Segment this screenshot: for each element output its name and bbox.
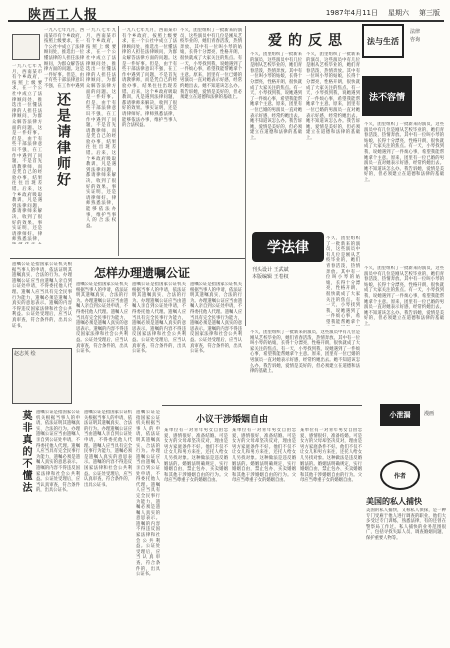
- badge-leak: 小泄漏: [380, 404, 420, 426]
- learn-law-editor: 本版编辑 王卷权: [252, 274, 289, 280]
- notary-body-c: 遗嘱公证是指国家公证机关根据当事人的申请，依法证明其遗嘱真实、合法的行为。办理遗嘱公证应当由遗嘱人亲自到公证处申请，不得委托他人代理。遗嘱人应当具有完全民事行为能力，遗嘱必须是遗嘱人真实的意思表示。遗嘱的内容不得违反国家法律和社会公共利益。公证处受理后，应当认真审查，符合条件的，出具公证书。: [190, 282, 242, 355]
- masthead-title: 陕西工人报: [28, 8, 99, 23]
- detective-emblem: 作者: [380, 460, 420, 490]
- reflect-body-b: 不久，团里组织了一批新来的演员，这些演员中有几位是刚从艺校毕业的，她们青春活泼，热情奔放。其中有一位叫小琴的姑娘，长得十分漂亮，性格开朗，很快就成了大家关注的焦点。有一天，小琴找到我，说她遇到了一件烦心事，希望我能帮她拿个主意。原来，团里有一位已婚的男演员一直对她表示好感，经常约她出去。她不知道该怎么办。我告诉她，爱情是美好的，但必须建立在道德和法律的基础上。: [306, 52, 360, 141]
- left-bottom-body-c: 遗嘱公证是指国家公证机关根据当事人的申请，依法证明其遗嘱真实、合法的行为。办理遗嘱公证应当由遗嘱人亲自到公证处申请，不得委托他人代理。遗嘱人应当具有完全民事行为能力，遗嘱必须是遗嘱人真实的意思表示。遗嘱的内容不得违反国家法律和社会公共利益。公证处受理后，应当认真审查，符合条件的，出具公证书。: [136, 410, 160, 578]
- divider: [245, 26, 246, 326]
- middle-body-b: 不久，团里组织了一批新来的演员，这些演员中有几位是刚从艺校毕业的，她们青春活泼，热情奔放。其中有一位叫小琴的姑娘，长得十分漂亮，性格开朗，很快就成了大家关注的焦点。有一天，小琴找到我，说她遇到了一件烦心事，希望我能帮她拿个主意。原来，团里有一位已婚的男演员一直对她表示好感，经常约她出去。她不知道该怎么办。我告诉她，爱情是美好的，但必须建立在道德和法律的基础上。: [180, 28, 242, 101]
- youth-body-b: 某单位有一对青年男女自由恋爱，感情很好，准备结婚。可是女方的父母却坚决反对，理由是男方家庭条件不好。他们不仅不让女儿和男方来往，还托人给女儿另找对象。这种做法是违反婚姻法的。婚姻法明确规定，实行婚姻自由，禁止包办、买卖婚姻和其他干涉婚姻自由的行为。父母应当尊重子女的婚姻自由。: [232, 428, 296, 484]
- masthead-info: [326, 8, 440, 18]
- notary-title: 怎样办理遗嘱公证: [94, 266, 191, 280]
- reflect-title: 爱的反思: [268, 33, 348, 49]
- divider: [118, 26, 119, 256]
- cartoon-label: 赵志英 绘: [14, 351, 36, 357]
- seal-no-mercy: 法不容情: [362, 76, 412, 116]
- private-body: 美国的私人捕快，又称私人侦探，是一种专门受雇于他人进行调查的职业。他们大多受过专门训练，熟悉法律，有的还曾在警察局工作过。私人捕快的业务范围很广，包括寻找失踪人员、调查婚姻问题、保护重要人物等。: [366, 508, 446, 541]
- right-mid-body: 不久，团里组织了一批新来的演员，这些演员中有几位是刚从艺校毕业的，她们青春活泼，热情奔放。其中有一位叫小琴的姑娘，长得十分漂亮，性格开朗，很快就成了大家关注的焦点。有一天，小琴找到我，说她遇到了一件烦心事，希望我能帮她拿个主意。原来，团里有一位已婚的男演员一直对她表示好感，经常约她出去。她不知道该怎么办。我告诉她，爱情是美好的，但必须建立在道德和法律的基础上。: [364, 266, 444, 327]
- left-bottom-body-b: 遗嘱公证是指国家公证机关根据当事人的申请，依法证明其遗嘱真实、合法的行为。办理遗嘱公证应当由遗嘱人亲自到公证处申请，不得委托他人代理。遗嘱人应当具有完全民事行为能力，遗嘱必须是遗嘱人真实的意思表示。遗嘱的内容不得违反国家法律和社会公共利益。公证处受理后，应当认真审查，符合条件的，出具公证书。: [84, 410, 132, 488]
- masthead-date: 1987年4月11日: [325, 9, 378, 17]
- portrait-illustration: [12, 34, 40, 60]
- fix-laws-body-c: 一九八七年九月，西南某市有个乡政府，按照上级要求，在一个公社中成立了法律顾问处，推选出一位懂法律的人担任法律顾问，为群众解答法律方面的问题。这是一件好事。但是，由于有些干部法律意识不强，在工作中遇到了问题，不是首先请教律师，而是凭自己的经验办事，结果往往出现差错。后来，这个乡政府吸取教训，凡是遇到法律问题，都请律师来解决，收到了很好的效果。事实证明，还是请律师好。律师熟悉法律，能够依法办事，维护当事人的合法权益。: [86, 28, 116, 229]
- middle-body-a: 一九八七年九月，西南某市有个乡政府，按照上级要求，在一个公社中成立了法律顾问处，推选出一位懂法律的人担任法律顾问，为群众解答法律方面的问题。这是一件好事。但是，由于有些干部法律意识不强，在工作中遇到了问题，不是首先请教律师，而是凭自己的经验办事，结果往往出现差错。后来，这个乡政府吸取教训，凡是遇到法律问题，都请律师来解决，收到了很好的效果。事实证明，还是请律师好。律师熟悉法律，能够依法办事，维护当事人的合法权益。: [122, 28, 177, 129]
- reflect-body-a: 不久，团里组织了一批新来的演员，这些演员中有几位是刚从艺校毕业的，她们青春活泼，热情奔放。其中有一位叫小琴的姑娘，长得十分漂亮，性格开朗，很快就成了大家关注的焦点。有一天，小琴找到我，说她遇到了一件烦心事，希望我能帮她拿个主意。原来，团里有一位已婚的男演员一直对她表示好感，经常约她出去。她不知道该怎么办。我告诉她，爱情是美好的，但必须建立在道德和法律的基础上。: [250, 52, 302, 141]
- mid-right-body: 不久，团里组织了一批新来的演员，这些演员中有几位是刚从艺校毕业的，她们青春活泼，热情奔放。其中有一位叫小琴的姑娘，长得十分漂亮，性格开朗，很快就成了大家关注的焦点。有一天，小琴找到我，说她遇到了一件烦心事，希望我能帮她拿个主意。原来，团里有一位已婚的男演员一直对她表示好感，经常约她出去。她不知道该怎么办。我告诉她，爱情是美好的，但必须建立在道德和法律的基础上。: [250, 330, 360, 375]
- seal-law-life: 法与生活: [362, 24, 404, 58]
- right-top-body: 不久，团里组织了一批新来的演员，这些演员中有几位是刚从艺校毕业的，她们青春活泼，热情奔放。其中有一位叫小琴的姑娘，长得十分漂亮，性格开朗，很快就成了大家关注的焦点。有一天，小琴找到我，说她遇到了一件烦心事，希望我能帮她拿个主意。原来，团里有一位已婚的男演员一直对她表示好感，经常约她出去。她不知道该怎么办。我告诉她，爱情是美好的，但必须建立在道德和法律的基础上。: [364, 122, 444, 183]
- fix-laws-title: 还是请律师好: [55, 92, 71, 188]
- masthead-page: 第三版: [419, 9, 440, 17]
- notary-intro: 遗嘱公证是指国家公证机关根据当事人的申请，依法证明其遗嘱真实、合法的行为。办理遗嘱公证应当由遗嘱人亲自到公证处申请，不得委托他人代理。遗嘱人应当具有完全民事行为能力，遗嘱必须是遗嘱人真实的意思表示。遗嘱的内容不得违反国家法律和社会公共利益。公证处受理后，应当认真审查，符合条件的，出具公证书。: [12, 262, 72, 329]
- badge-sub: 漫画: [424, 411, 435, 417]
- youth-body-a: 某单位有一对青年男女自由恋爱，感情很好，准备结婚。可是女方的父母却坚决反对，理由是男方家庭条件不好。他们不仅不让女儿和男方来往，还托人给女儿另找对象。这种做法是违反婚姻法的。婚姻法明确规定，实行婚姻自由，禁止包办、买卖婚姻和其他干涉婚姻自由的行为。父母应当尊重子女的婚姻自由。: [164, 428, 228, 484]
- youth-title: 小议干涉婚姻自由: [196, 415, 269, 425]
- youth-body-c: 某单位有一对青年男女自由恋爱，感情很好，准备结婚。可是女方的父母却坚决反对，理由是男方家庭条件不好。他们不仅不让女儿和男方来往，还托人给女儿另找对象。这种做法是违反婚姻法的。婚姻法明确规定，实行婚姻自由，禁止包办、买卖婚姻和其他干涉婚姻自由的行为。父母应当尊重子女的婚姻自由。: [300, 428, 362, 484]
- col-label-1: 法律: [410, 29, 421, 35]
- masthead: [8, 4, 444, 22]
- masthead-weekday: 星期六: [388, 9, 409, 17]
- left-bottom-title: 莫非真的不懂法: [20, 410, 31, 494]
- learn-law-side-body: 不久，团里组织了一批新来的演员，这些演员中有几位是刚从艺校毕业的，她们青春活泼，热情奔放。其中有一位叫小琴的姑娘，长得十分漂亮，性格开朗，很快就成了大家关注的焦点。有一天，小琴找到我，说她遇到了一件烦心事，希望我能帮她拿个: [326, 236, 360, 325]
- col-label-2: 咨询: [410, 37, 421, 43]
- fix-laws-body-b: 一九八七年九月，西南某市有个乡政府，按照上级要求，在一个公社中成立了法律顾问处，推选出一位懂法律的人担任法律顾问，为群众解答法律方面的问题。这是一件好事。但是，由于有些干部法律意识不强，在工作中遇到了问题，不是首先请教律师，而是凭自己的经验办事，结果往往出现差错。后来，这个乡政府吸取教训，凡是遇到法律问题，都请律师来解决，收到了很好的效果。事实证明，还是请律师好。律师熟悉法律，: [12, 64, 42, 243]
- section-rule: [10, 258, 245, 259]
- notary-body-a: 遗嘱公证是指国家公证机关根据当事人的申请，依法证明其遗嘱真实、合法的行为。办理遗嘱公证应当由遗嘱人亲自到公证处申请，不得委托他人代理。遗嘱人应当具有完全民事行为能力，遗嘱必须是遗嘱人真实的意思表示。遗嘱的内容不得违反国家法律和社会公共利益。公证处受理后，应当认真审查，符合条件的，出具公证书。: [76, 282, 128, 355]
- left-bottom-body-a: 遗嘱公证是指国家公证机关根据当事人的申请，依法证明其遗嘱真实、合法的行为。办理遗嘱公证应当由遗嘱人亲自到公证处申请，不得委托他人代理。遗嘱人应当具有完全民事行为能力，遗嘱必须是遗嘱人真实的意思表示。遗嘱的内容不得违反国家法律和社会公共利益。公证处受理后，应当认真审查，符合条件的，出具公证书。: [36, 410, 80, 494]
- section-rule: [162, 405, 362, 406]
- learn-law-banner: 学法律: [252, 232, 324, 262]
- private-title: 美国的私人捕快: [366, 496, 422, 506]
- notary-body-b: 遗嘱公证是指国家公证机关根据当事人的申请，依法证明其遗嘱真实、合法的行为。办理遗嘱公证应当由遗嘱人亲自到公证处申请，不得委托他人代理。遗嘱人应当具有完全民事行为能力，遗嘱必须是遗嘱人真实的意思表示。遗嘱的内容不得违反国家法律和社会公共利益。公证处受理后，应当认真审查，符合条件的，出具公证书。: [132, 282, 186, 355]
- fix-laws-body-a: 一九八七年九月，西南某市有个乡政府，按照上级要求，在一个公社中成立了法律顾问处，推选出一位懂法律的人担任法律顾问，为群众解答法律方面的问题。这是一件好事。但是，由于有些干部法律意识不强，在工作中遇到: [44, 28, 84, 88]
- learn-law-credit: 刊头设计 王武斌: [252, 267, 289, 273]
